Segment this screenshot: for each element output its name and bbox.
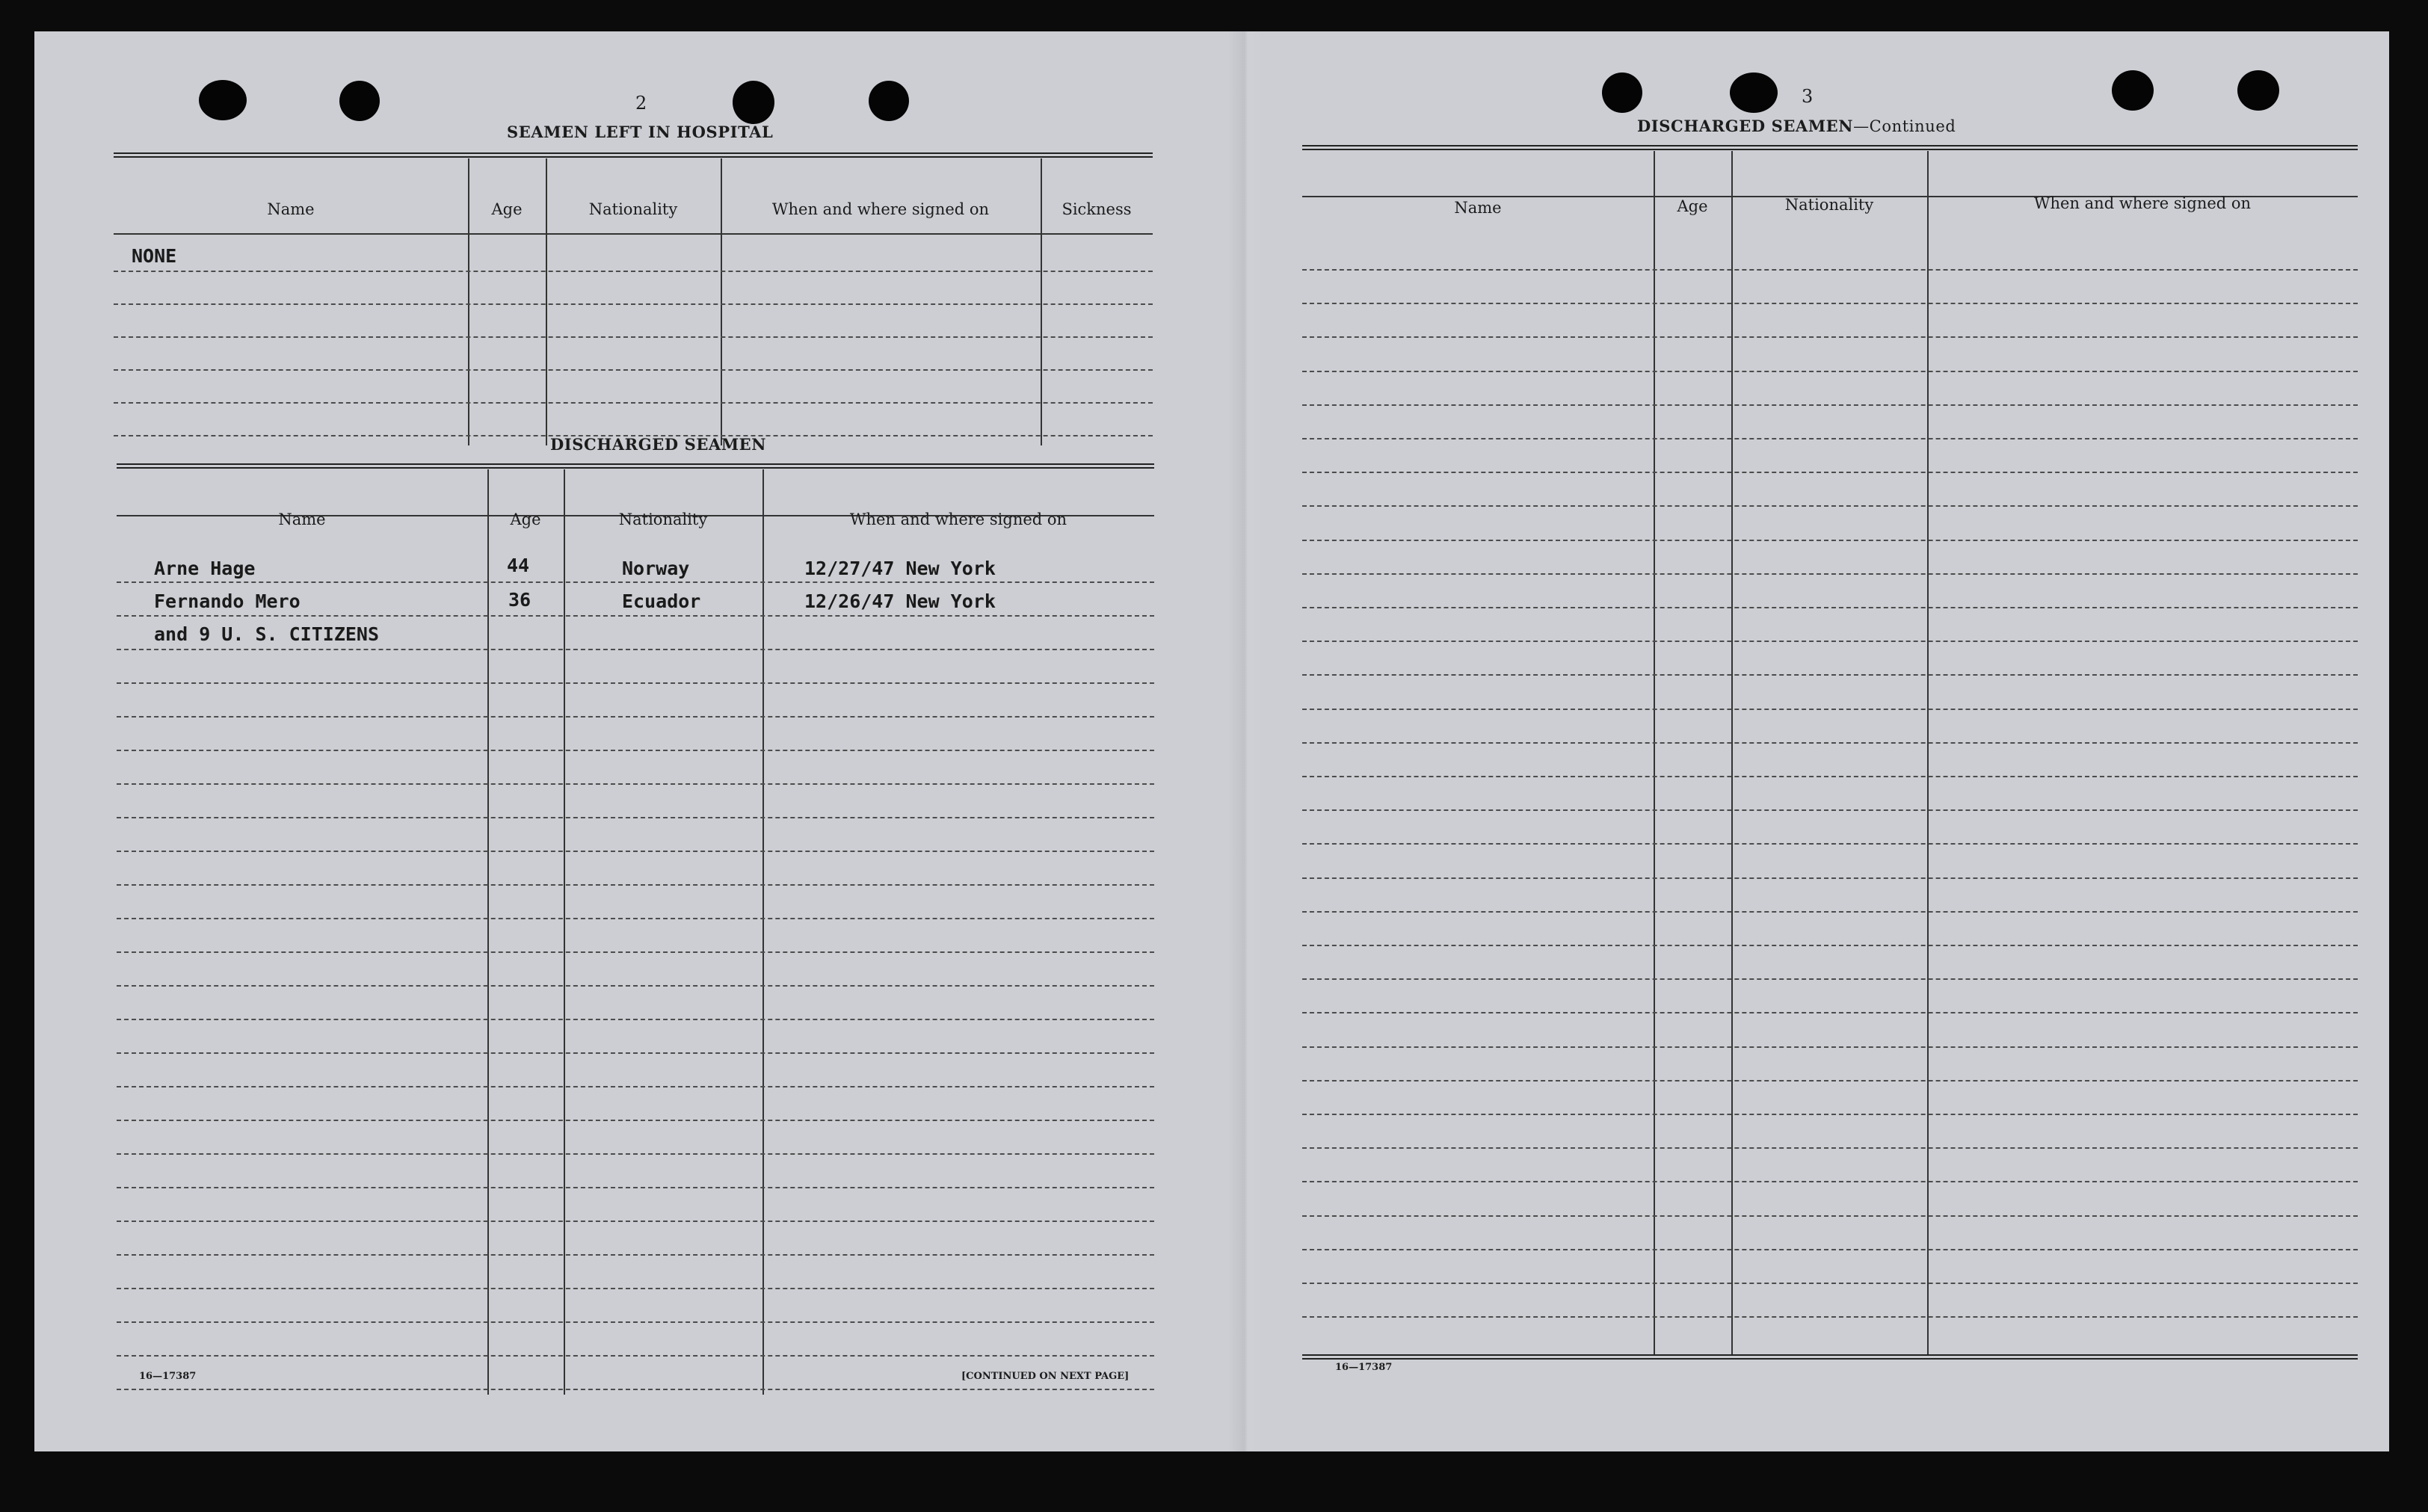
column-divider xyxy=(487,469,489,1395)
ruled-line xyxy=(114,336,1153,338)
ruled-line xyxy=(117,1187,1154,1188)
ruled-line xyxy=(117,783,1154,785)
punch-hole xyxy=(2237,70,2279,111)
ruled-line xyxy=(117,1389,1154,1390)
column-divider xyxy=(1731,151,1733,1356)
ruled-line xyxy=(1302,1215,2358,1217)
column-header-nationality: Nationality xyxy=(618,510,708,528)
ruled-line xyxy=(1302,336,2358,338)
ruled-line xyxy=(1302,540,2358,541)
form-number: 16—17387 xyxy=(139,1371,197,1382)
seaman-signed-on: 12/26/47 New York xyxy=(804,590,996,612)
seaman-name: and 9 U. S. CITIZENS xyxy=(154,623,380,645)
page-number: 2 xyxy=(635,93,647,114)
ruled-line xyxy=(1302,505,2358,507)
table-top-rule xyxy=(117,463,1154,469)
ruled-line xyxy=(117,615,1154,617)
title-continued: —Continued xyxy=(1853,117,1956,135)
column-header-signed-on: When and where signed on xyxy=(2033,194,2252,212)
table-top-rule xyxy=(1302,145,2358,150)
ruled-line xyxy=(117,851,1154,852)
column-divider xyxy=(1927,151,1929,1356)
page-number: 3 xyxy=(1802,86,1814,107)
ruled-line xyxy=(117,1153,1154,1155)
ruled-line xyxy=(117,581,1154,583)
punch-hole xyxy=(1602,72,1642,113)
column-divider xyxy=(564,469,565,1395)
ruled-line xyxy=(1302,674,2358,676)
ruled-line xyxy=(117,817,1154,818)
ruled-line xyxy=(1302,641,2358,642)
ruled-line xyxy=(117,1120,1154,1121)
column-header-signed-on: When and where signed on xyxy=(771,200,990,218)
ruled-line xyxy=(1302,1316,2358,1318)
discharged-continued-table xyxy=(1302,145,2358,1356)
ruled-line xyxy=(1302,911,2358,913)
ruled-line xyxy=(1302,1012,2358,1013)
ruled-line xyxy=(117,1254,1154,1256)
seaman-nationality: Ecuador xyxy=(622,590,701,612)
ruled-line xyxy=(1302,1249,2358,1250)
column-header-nationality: Nationality xyxy=(1784,196,1874,214)
column-header-nationality: Nationality xyxy=(588,200,678,218)
ruled-line xyxy=(117,716,1154,718)
continued-note: [CONTINUED ON NEXT PAGE] xyxy=(961,1371,1130,1382)
seaman-age: 44 xyxy=(507,555,530,576)
ruled-line xyxy=(117,951,1154,953)
ruled-line xyxy=(114,402,1153,404)
ruled-line xyxy=(117,985,1154,987)
ruled-line xyxy=(1302,742,2358,744)
ruled-line xyxy=(1302,371,2358,372)
column-header-name: Name xyxy=(1454,199,1502,217)
ruled-line xyxy=(1302,404,2358,406)
ruled-line xyxy=(117,1221,1154,1222)
seaman-name: Arne Hage xyxy=(154,558,256,579)
ruled-line xyxy=(1302,1283,2358,1284)
discharged-continued-title xyxy=(1637,117,1956,135)
column-header-sickness: Sickness xyxy=(1062,200,1132,218)
ruled-line xyxy=(1302,1181,2358,1182)
ruled-line xyxy=(1302,809,2358,811)
ruled-line xyxy=(1302,978,2358,980)
discharged-section-title: DISCHARGED SEAMEN xyxy=(550,435,767,454)
punch-hole xyxy=(733,81,774,124)
column-header-name: Name xyxy=(278,510,326,528)
seaman-age: 36 xyxy=(508,589,531,611)
column-header-age: Age xyxy=(491,200,523,218)
column-header-age: Age xyxy=(510,510,541,528)
seaman-name: Fernando Mero xyxy=(154,590,301,612)
ruled-line xyxy=(1302,573,2358,575)
ruled-line xyxy=(117,1086,1154,1087)
column-divider xyxy=(762,469,764,1395)
ruled-line xyxy=(1302,1046,2358,1048)
ruled-line xyxy=(1302,607,2358,608)
column-header-signed-on: When and where signed on xyxy=(849,510,1067,528)
punch-hole xyxy=(199,80,247,120)
column-divider xyxy=(1654,151,1655,1356)
ruled-line xyxy=(117,1321,1154,1323)
ruled-line xyxy=(117,884,1154,886)
column-header-age: Age xyxy=(1677,197,1708,215)
document-sheet xyxy=(34,31,2389,1451)
discharged-table xyxy=(117,463,1154,1395)
table-bottom-rule xyxy=(1302,1354,2358,1360)
seaman-signed-on: 12/27/47 New York xyxy=(804,558,996,579)
punch-hole xyxy=(2112,70,2154,111)
ruled-line xyxy=(117,1052,1154,1054)
seaman-nationality: Norway xyxy=(622,558,690,579)
punch-hole xyxy=(1730,72,1778,113)
ruled-line xyxy=(117,649,1154,650)
ruled-line xyxy=(1302,1114,2358,1115)
ruled-line xyxy=(1302,945,2358,946)
ruled-line xyxy=(117,1019,1154,1020)
header-rule xyxy=(114,233,1153,235)
ruled-line xyxy=(1302,776,2358,777)
ruled-line xyxy=(1302,269,2358,271)
ruled-line xyxy=(117,750,1154,751)
column-header-name: Name xyxy=(267,200,315,218)
title-main: DISCHARGED SEAMEN xyxy=(1637,117,1854,135)
ruled-line xyxy=(114,271,1153,272)
ruled-line xyxy=(117,1288,1154,1289)
page-fold xyxy=(1228,31,1264,1451)
ruled-line xyxy=(1302,1080,2358,1081)
ruled-line xyxy=(117,682,1154,684)
ruled-line xyxy=(1302,303,2358,304)
ruled-line xyxy=(1302,438,2358,439)
ruled-line xyxy=(117,1355,1154,1357)
hospital-entry-name: NONE xyxy=(132,245,177,267)
punch-hole xyxy=(339,81,380,121)
hospital-table xyxy=(114,152,1153,445)
ruled-line xyxy=(1302,709,2358,710)
ruled-line xyxy=(117,918,1154,919)
form-number: 16—17387 xyxy=(1335,1362,1393,1373)
ruled-line xyxy=(114,369,1153,371)
hospital-section-title: SEAMEN LEFT IN HOSPITAL xyxy=(507,123,774,141)
ruled-line xyxy=(114,303,1153,305)
ruled-line xyxy=(1302,472,2358,473)
ruled-line xyxy=(1302,877,2358,879)
ruled-line xyxy=(1302,1147,2358,1149)
ruled-line xyxy=(1302,843,2358,845)
punch-hole xyxy=(869,81,909,121)
table-top-rule xyxy=(114,152,1153,158)
